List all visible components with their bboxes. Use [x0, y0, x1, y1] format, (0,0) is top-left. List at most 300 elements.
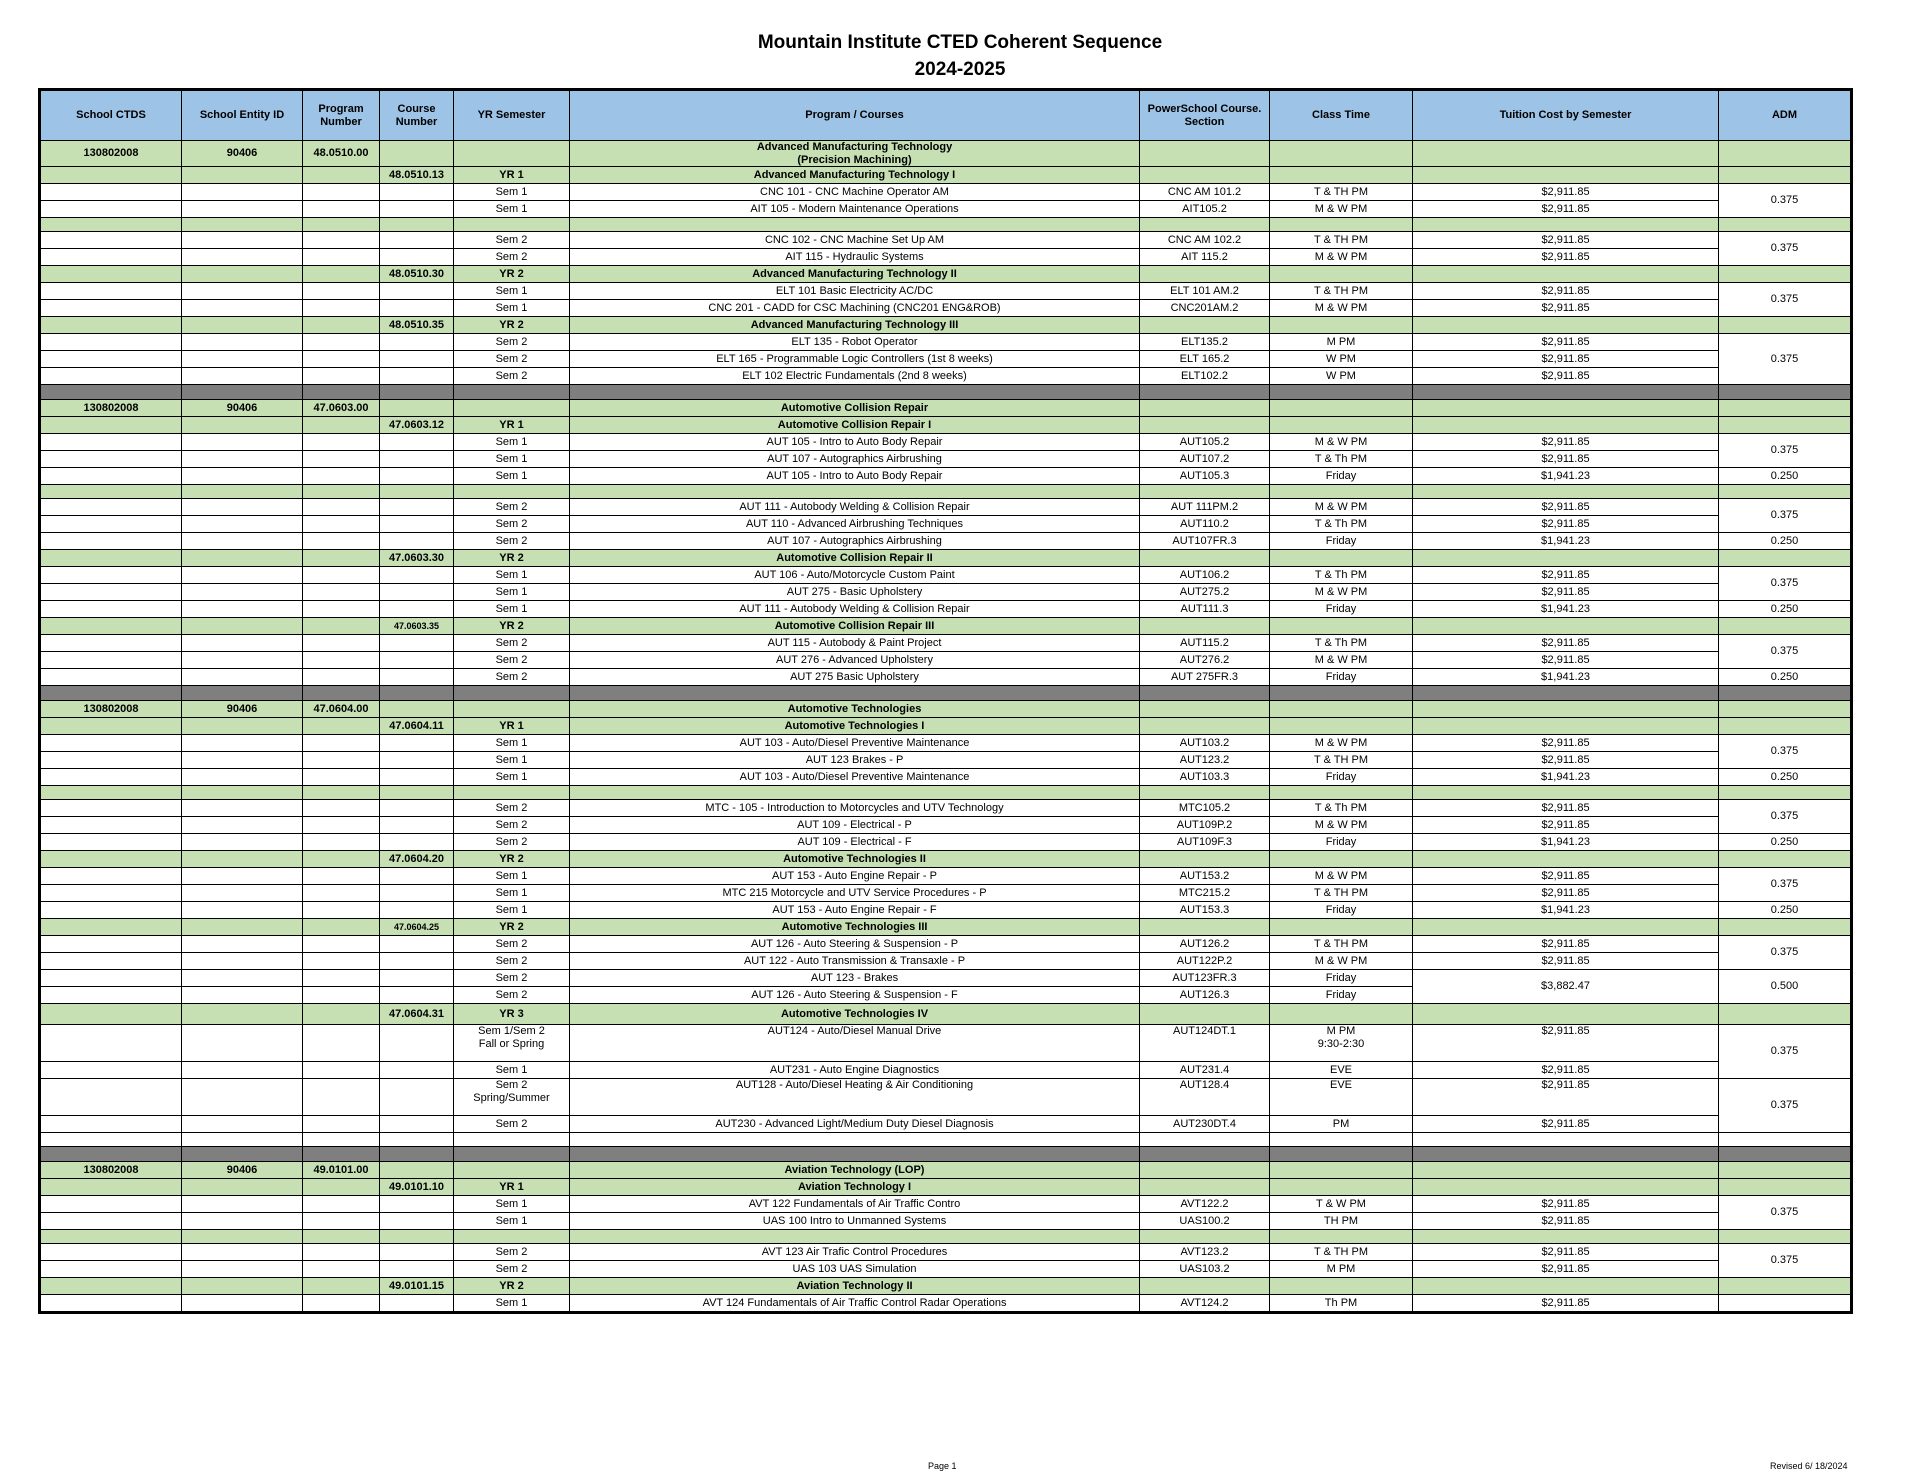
- yr-semester-cell: [454, 701, 570, 718]
- empty-cell: [1719, 266, 1852, 283]
- adm-cell: 0.375: [1719, 635, 1852, 669]
- semester: Sem 2: [495, 335, 528, 348]
- empty-cell: [1270, 701, 1413, 718]
- school-ctds-cell: 130802008: [40, 1162, 182, 1179]
- tuition-cost-cell: $2,911.85: [1413, 1196, 1719, 1213]
- class-time: M & W PM: [1314, 250, 1368, 263]
- yr-semester-cell: YR 1: [454, 417, 570, 434]
- program-separator-row: [40, 385, 1852, 400]
- course-name-cell: AUT 107 - Autographics Airbrushing: [570, 451, 1140, 468]
- course-name-cell: AUT 105 - Intro to Auto Body Repair: [570, 434, 1140, 451]
- class-time-cell: [1270, 601, 1413, 618]
- course-number-cell: 47.0604.20: [380, 851, 454, 868]
- empty-cell: [1140, 1133, 1270, 1147]
- semester-cell: [454, 434, 570, 451]
- empty-cell: [182, 1133, 303, 1147]
- course-name-cell: ELT 101 Basic Electricity AC/DC: [570, 283, 1140, 300]
- powerschool-section-cell: AUT153.3: [1140, 902, 1270, 919]
- empty-cell: [303, 735, 380, 752]
- course-row: [40, 499, 1852, 516]
- program-name: Automotive Technologies: [787, 702, 922, 715]
- empty-cell: [380, 1230, 454, 1244]
- tuition-cost-cell: $2,911.85: [1413, 451, 1719, 468]
- empty-cell: [1413, 618, 1719, 635]
- course-row: [40, 936, 1852, 953]
- empty-cell: [182, 601, 303, 618]
- empty-cell: [454, 686, 570, 701]
- adm-cell: 0.375: [1719, 868, 1852, 902]
- semester: Sem 1: [495, 1296, 528, 1309]
- empty-cell: [1719, 851, 1852, 868]
- empty-cell: [303, 669, 380, 686]
- school-ctds-cell: 130802008: [40, 141, 182, 167]
- empty-cell: [1719, 218, 1852, 232]
- empty-cell: [1413, 1147, 1719, 1162]
- empty-cell: [40, 669, 182, 686]
- semester: Sem 1: [495, 284, 528, 297]
- empty-cell: [40, 218, 182, 232]
- course-number-cell: 47.0604.31: [380, 1004, 454, 1025]
- empty-cell: [1413, 851, 1719, 868]
- adm-cell: 0.500: [1719, 970, 1852, 1004]
- yr-semester-cell: YR 1: [454, 1179, 570, 1196]
- column-header: PowerSchool Course. Section: [1140, 90, 1270, 141]
- empty-cell: [1413, 218, 1719, 232]
- tuition-cost-cell: $2,911.85: [1413, 868, 1719, 885]
- tuition-cost-cell: $2,911.85: [1413, 1261, 1719, 1278]
- course-row: [40, 669, 1852, 686]
- semester-cell: [454, 351, 570, 368]
- school-entity-id-cell: 90406: [182, 1162, 303, 1179]
- empty-cell: [40, 232, 182, 249]
- empty-cell: [40, 752, 182, 769]
- powerschool-section-cell: AUT109F.3: [1140, 834, 1270, 851]
- class-time: T & TH PM: [1314, 284, 1368, 297]
- revised-date: Revised 6/ 18/2024: [1770, 1461, 1848, 1471]
- program-name: Automotive Collision Repair: [780, 401, 929, 414]
- class-time-cell: [1270, 669, 1413, 686]
- class-time-cell: [1270, 885, 1413, 902]
- semester: Sem 1: [495, 869, 528, 882]
- empty-cell: [182, 499, 303, 516]
- empty-cell: [454, 1147, 570, 1162]
- powerschool-section-cell: AUT107.2: [1140, 451, 1270, 468]
- empty-cell: [40, 868, 182, 885]
- powerschool-section-cell: AVT124.2: [1140, 1295, 1270, 1313]
- powerschool-section-cell: AIT 115.2: [1140, 249, 1270, 266]
- course-name-cell: AUT 126 - Auto Steering & Suspension - F: [570, 987, 1140, 1004]
- empty-cell: [40, 769, 182, 786]
- semester-cell: [454, 334, 570, 351]
- adm-cell: 0.375: [1719, 1244, 1852, 1278]
- empty-cell: [1140, 141, 1270, 167]
- class-time-cell: [1270, 468, 1413, 485]
- empty-cell: [303, 516, 380, 533]
- empty-cell: [1140, 1147, 1270, 1162]
- semester-cell: [454, 1295, 570, 1313]
- semester: Sem 2: [495, 1117, 528, 1130]
- empty-cell: [1719, 385, 1852, 400]
- adm-cell: 0.250: [1719, 902, 1852, 919]
- empty-cell: [570, 1133, 1140, 1147]
- empty-cell: [303, 652, 380, 669]
- empty-cell: [380, 936, 454, 953]
- empty-cell: [380, 468, 454, 485]
- course-row: [40, 800, 1852, 817]
- course-name-cell: ELT 165 - Programmable Logic Controllers (1st 8 weeks): [570, 351, 1140, 368]
- course-name-cell: AUT 123 - Brakes: [570, 970, 1140, 987]
- class-time: T & TH PM: [1314, 1245, 1368, 1258]
- class-time-cell: [1270, 817, 1413, 834]
- empty-cell: [303, 919, 380, 936]
- semester-note: Fall or Spring: [478, 1037, 545, 1050]
- course-level-row: [40, 1179, 1852, 1196]
- empty-cell: [1719, 618, 1852, 635]
- adm-cell: 0.375: [1719, 800, 1852, 834]
- semester-cell: [454, 834, 570, 851]
- semester-cell: [454, 368, 570, 385]
- empty-cell: [40, 919, 182, 936]
- adm-cell: 0.375: [1719, 283, 1852, 317]
- empty-cell: [40, 718, 182, 735]
- adm-cell: 0.250: [1719, 834, 1852, 851]
- semester-cell: [454, 184, 570, 201]
- class-time: Friday: [1325, 770, 1357, 783]
- course-number-cell: 47.0603.35: [380, 618, 454, 635]
- empty-cell: [182, 786, 303, 800]
- spacer-row: [40, 786, 1852, 800]
- semester-cell: [454, 232, 570, 249]
- semester-cell: [454, 468, 570, 485]
- empty-cell: [182, 567, 303, 584]
- empty-cell: [1140, 417, 1270, 434]
- column-header: Program / Courses: [570, 90, 1140, 141]
- empty-cell: [303, 1230, 380, 1244]
- course-name-cell: AUT 276 - Advanced Upholstery: [570, 652, 1140, 669]
- empty-cell: [40, 550, 182, 567]
- empty-cell: [1270, 167, 1413, 184]
- class-time: Friday: [1325, 971, 1357, 984]
- powerschool-section-cell: UAS100.2: [1140, 1213, 1270, 1230]
- empty-cell: [380, 385, 454, 400]
- empty-cell: [303, 368, 380, 385]
- class-time-cell: [1270, 499, 1413, 516]
- class-time-cell: [1270, 1196, 1413, 1213]
- empty-cell: [303, 601, 380, 618]
- level-name-cell: Advanced Manufacturing Technology III: [570, 317, 1140, 334]
- empty-cell: [1719, 1004, 1852, 1025]
- empty-cell: [303, 351, 380, 368]
- class-time-cell: [1270, 533, 1413, 550]
- semester-cell: [454, 283, 570, 300]
- empty-cell: [182, 283, 303, 300]
- powerschool-section-cell: AUT107FR.3: [1140, 533, 1270, 550]
- empty-cell: [303, 201, 380, 218]
- empty-cell: [1719, 400, 1852, 417]
- class-time-cell: [1270, 1244, 1413, 1261]
- empty-cell: [40, 1004, 182, 1025]
- semester: Sem 2: [495, 517, 528, 530]
- semester: Sem 2: [495, 500, 528, 513]
- adm-cell: 0.375: [1719, 184, 1852, 218]
- empty-cell: [570, 686, 1140, 701]
- empty-cell: [40, 1261, 182, 1278]
- class-time: TH PM: [1323, 1214, 1359, 1227]
- empty-cell: [303, 800, 380, 817]
- empty-cell: [182, 1147, 303, 1162]
- course-number-cell: 48.0510.35: [380, 317, 454, 334]
- powerschool-section-cell: AVT123.2: [1140, 1244, 1270, 1261]
- column-header: Course Number: [380, 90, 454, 141]
- semester-cell: [454, 817, 570, 834]
- empty-cell: [303, 1004, 380, 1025]
- empty-cell: [182, 434, 303, 451]
- empty-cell: [40, 1133, 182, 1147]
- empty-cell: [1413, 167, 1719, 184]
- empty-cell: [454, 218, 570, 232]
- empty-cell: [380, 485, 454, 499]
- empty-cell: [1270, 1147, 1413, 1162]
- empty-cell: [380, 451, 454, 468]
- empty-cell: [380, 283, 454, 300]
- empty-cell: [182, 1261, 303, 1278]
- empty-cell: [40, 317, 182, 334]
- program-name-cell: [570, 701, 1140, 718]
- empty-cell: [303, 953, 380, 970]
- semester: Sem 1: [495, 469, 528, 482]
- empty-cell: [40, 1213, 182, 1230]
- course-row: [40, 970, 1852, 987]
- empty-cell: [182, 970, 303, 987]
- level-name-cell: Automotive Collision Repair II: [570, 550, 1140, 567]
- empty-cell: [1719, 417, 1852, 434]
- empty-cell: [380, 567, 454, 584]
- empty-cell: [1719, 701, 1852, 718]
- class-time-cell: [1270, 970, 1413, 987]
- empty-cell: [40, 987, 182, 1004]
- adm-cell: 0.375: [1719, 735, 1852, 769]
- class-time-cell: [1270, 300, 1413, 317]
- powerschool-section-cell: AUT 275FR.3: [1140, 669, 1270, 686]
- class-time-cell: [1270, 1116, 1413, 1133]
- empty-cell: [380, 686, 454, 701]
- empty-cell: [380, 1196, 454, 1213]
- class-time: M & W PM: [1314, 500, 1368, 513]
- empty-cell: [380, 334, 454, 351]
- empty-cell: [40, 601, 182, 618]
- empty-cell: [182, 317, 303, 334]
- class-time-cell: [1270, 351, 1413, 368]
- empty-cell: [1719, 550, 1852, 567]
- empty-cell: [380, 1244, 454, 1261]
- empty-cell: [182, 635, 303, 652]
- course-row: [40, 1261, 1852, 1278]
- powerschool-section-cell: AUT123FR.3: [1140, 970, 1270, 987]
- empty-cell: [1270, 1133, 1413, 1147]
- empty-cell: [40, 652, 182, 669]
- semester-cell: [454, 584, 570, 601]
- yr-semester-cell: YR 2: [454, 919, 570, 936]
- empty-cell: [303, 618, 380, 635]
- semester-cell: [454, 669, 570, 686]
- empty-cell: [303, 786, 380, 800]
- empty-cell: [40, 451, 182, 468]
- powerschool-section-cell: AUT 111PM.2: [1140, 499, 1270, 516]
- tuition-cost-cell: $2,911.85: [1413, 1079, 1719, 1116]
- tuition-cost-cell: $2,911.85: [1413, 567, 1719, 584]
- program-name-cell: [570, 141, 1140, 167]
- empty-cell: [380, 652, 454, 669]
- empty-cell: [182, 1244, 303, 1261]
- empty-cell: [1413, 266, 1719, 283]
- course-number-cell: 47.0603.30: [380, 550, 454, 567]
- course-name-cell: UAS 103 UAS Simulation: [570, 1261, 1140, 1278]
- course-row: [40, 184, 1852, 201]
- empty-cell: [40, 834, 182, 851]
- semester-cell: [454, 516, 570, 533]
- tuition-cost-cell: $2,911.85: [1413, 516, 1719, 533]
- course-name-cell: AUT 109 - Electrical - P: [570, 817, 1140, 834]
- course-name-cell: AUT128 - Auto/Diesel Heating & Air Conditioning: [570, 1079, 1140, 1116]
- tuition-cost-cell: $2,911.85: [1413, 817, 1719, 834]
- empty-cell: [1270, 919, 1413, 936]
- semester: Sem 2: [495, 818, 528, 831]
- empty-cell: [182, 584, 303, 601]
- empty-cell: [1140, 400, 1270, 417]
- spacer-row: [40, 485, 1852, 499]
- empty-cell: [1270, 400, 1413, 417]
- class-time: T & TH PM: [1314, 753, 1368, 766]
- empty-cell: [1413, 485, 1719, 499]
- semester: Sem 2: [495, 1079, 528, 1092]
- semester-cell: [454, 201, 570, 218]
- adm-cell: 0.375: [1719, 434, 1852, 468]
- powerschool-section-cell: AUT103.2: [1140, 735, 1270, 752]
- powerschool-section-cell: AUT122P.2: [1140, 953, 1270, 970]
- class-time-cell: [1270, 1261, 1413, 1278]
- class-time: M & W PM: [1314, 818, 1368, 831]
- empty-cell: [570, 786, 1140, 800]
- empty-cell: [380, 800, 454, 817]
- tuition-cost-cell: $2,911.85: [1413, 635, 1719, 652]
- empty-cell: [1719, 141, 1852, 167]
- empty-cell: [182, 468, 303, 485]
- school-ctds-cell: 130802008: [40, 400, 182, 417]
- course-name-cell: AUT 275 Basic Upholstery: [570, 669, 1140, 686]
- empty-cell: [182, 533, 303, 550]
- course-name-cell: AUT 105 - Intro to Auto Body Repair: [570, 468, 1140, 485]
- empty-cell: [1270, 485, 1413, 499]
- empty-cell: [1413, 701, 1719, 718]
- class-time-cell: [1270, 368, 1413, 385]
- course-row: [40, 1244, 1852, 1261]
- empty-cell: [380, 218, 454, 232]
- semester-cell: [454, 936, 570, 953]
- semester-cell: [454, 1025, 570, 1062]
- powerschool-section-cell: UAS103.2: [1140, 1261, 1270, 1278]
- class-time: W PM: [1326, 352, 1356, 365]
- yr-semester-cell: YR 1: [454, 718, 570, 735]
- empty-cell: [1719, 485, 1852, 499]
- powerschool-section-cell: ELT 165.2: [1140, 351, 1270, 368]
- empty-cell: [454, 786, 570, 800]
- tuition-cost-cell: $2,911.85: [1413, 953, 1719, 970]
- empty-cell: [1140, 550, 1270, 567]
- class-time: Friday: [1325, 988, 1357, 1001]
- empty-cell: [303, 1025, 380, 1062]
- course-row: [40, 300, 1852, 317]
- tuition-cost-cell: $2,911.85: [1413, 334, 1719, 351]
- empty-cell: [40, 485, 182, 499]
- powerschool-section-cell: AUT115.2: [1140, 635, 1270, 652]
- empty-cell: [380, 1079, 454, 1116]
- semester: Sem 1: [495, 736, 528, 749]
- powerschool-section-cell: AUT105.2: [1140, 434, 1270, 451]
- class-time-cell: [1270, 868, 1413, 885]
- semester-cell: [454, 868, 570, 885]
- class-time-cell: [1270, 584, 1413, 601]
- tuition-cost-cell: $2,911.85: [1413, 800, 1719, 817]
- empty-cell: [303, 249, 380, 266]
- empty-cell: [40, 1025, 182, 1062]
- course-number-cell: [380, 141, 454, 167]
- semester: Sem 2: [495, 636, 528, 649]
- column-header: Program Number: [303, 90, 380, 141]
- empty-cell: [303, 1244, 380, 1261]
- course-number-cell: 47.0604.25: [380, 919, 454, 936]
- empty-cell: [380, 635, 454, 652]
- tuition-cost-cell: $2,911.85: [1413, 368, 1719, 385]
- course-name-cell: AUT 115 - Autobody & Paint Project: [570, 635, 1140, 652]
- powerschool-section-cell: AUT128.4: [1140, 1079, 1270, 1116]
- class-time-cell: [1270, 249, 1413, 266]
- empty-cell: [40, 184, 182, 201]
- empty-cell: [380, 669, 454, 686]
- empty-cell: [303, 686, 380, 701]
- semester-cell: [454, 601, 570, 618]
- empty-cell: [1719, 1147, 1852, 1162]
- empty-cell: [303, 334, 380, 351]
- empty-cell: [1413, 1133, 1719, 1147]
- semester: Sem 1: [495, 1214, 528, 1227]
- course-row: [40, 201, 1852, 218]
- empty-cell: [380, 834, 454, 851]
- semester: Sem 1: [495, 585, 528, 598]
- empty-cell: [40, 434, 182, 451]
- empty-cell: [1140, 1230, 1270, 1244]
- column-header: ADM: [1719, 90, 1852, 141]
- class-time: M & W PM: [1314, 736, 1368, 749]
- semester-cell: [454, 902, 570, 919]
- course-row: [40, 953, 1852, 970]
- class-time: Friday: [1325, 534, 1357, 547]
- class-time-cell: [1270, 451, 1413, 468]
- semester: Sem 2: [495, 1262, 528, 1275]
- course-row: [40, 434, 1852, 451]
- program-name: Aviation Technology (LOP): [784, 1163, 925, 1176]
- empty-cell: [182, 1196, 303, 1213]
- class-time-cell: [1270, 635, 1413, 652]
- powerschool-section-cell: ELT135.2: [1140, 334, 1270, 351]
- tuition-cost-cell: $3,882.47: [1413, 970, 1719, 1004]
- column-header: YR Semester: [454, 90, 570, 141]
- course-name-cell: AUT 122 - Auto Transmission & Transaxle - P: [570, 953, 1140, 970]
- course-name-cell: AUT 107 - Autographics Airbrushing: [570, 533, 1140, 550]
- course-row: [40, 752, 1852, 769]
- powerschool-section-cell: CNC AM 102.2: [1140, 232, 1270, 249]
- empty-cell: [1413, 686, 1719, 701]
- program-name: Advanced Manufacturing Technology: [756, 141, 953, 153]
